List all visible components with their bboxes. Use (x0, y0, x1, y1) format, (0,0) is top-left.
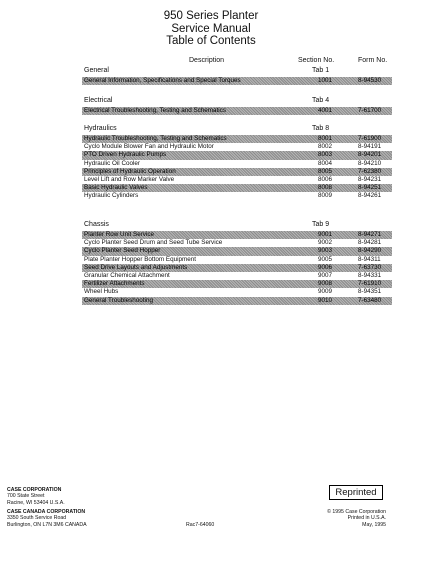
section-tab: Tab 1 (312, 67, 330, 74)
row-form-number: 8-94191 (358, 143, 382, 151)
row-section-number: 1001 (318, 77, 333, 84)
row-form-number: 8-94331 (358, 271, 382, 279)
copyright-block (312, 509, 386, 528)
canada-address-line-1: 3350 South Service Road (7, 515, 67, 522)
toc-row (82, 184, 392, 192)
row-description: Planter Row Unit Service (84, 231, 154, 238)
toc-row (82, 239, 392, 247)
title-line-2: Service Manual (171, 22, 251, 35)
row-form-number: 8-94231 (358, 175, 382, 183)
row-section-number: 9007 (318, 271, 333, 279)
row-description: PTO Driven Hydraulic Pumps (84, 151, 167, 159)
section-tab: Tab 8 (312, 125, 330, 132)
title-line-3: Table of Contents (166, 35, 256, 47)
row-form-number: 8-94261 (358, 192, 382, 200)
row-section-number: 9006 (318, 263, 333, 271)
form-code: Rac7-64060 (186, 522, 215, 528)
title-line-1: 950 Series Planter (163, 10, 259, 22)
row-description: Hydraulic Oil Cooler (84, 159, 140, 167)
case-address-line-1: 700 State Street (7, 493, 45, 500)
toc-section (82, 97, 392, 115)
row-description: Fertilizer Attachments (84, 280, 145, 288)
row-description: Granular Chemical Attachment (84, 271, 170, 279)
row-description: Wheel Hubs (84, 288, 119, 296)
section-tab: Tab 9 (312, 221, 330, 228)
case-address-line-2: Racine, WI 53404 U.S.A. (7, 499, 65, 506)
row-form-number: 8-94251 (358, 184, 382, 192)
row-form-number: 8-94201 (358, 151, 382, 159)
section-name: Chassis (84, 221, 109, 228)
row-form-number: 7-62380 (358, 167, 382, 175)
toc-row (82, 176, 392, 184)
case-corporation-name: CASE CORPORATION (7, 487, 62, 493)
column-header-section: Section No. (298, 57, 335, 64)
section-header (82, 67, 392, 77)
row-form-number: 8-94281 (358, 239, 382, 247)
toc-row (82, 107, 392, 115)
row-section-number: 9008 (318, 280, 333, 288)
case-canada-name: CASE CANADA CORPORATION (7, 509, 86, 515)
toc-section (82, 125, 392, 201)
row-form-number: 7-63480 (358, 296, 382, 304)
toc-row (82, 192, 392, 200)
row-section-number: 8003 (318, 151, 333, 159)
toc-row (82, 160, 392, 168)
toc-row (82, 143, 392, 151)
row-section-number: 8006 (318, 175, 333, 183)
row-description: Hydraulic Troubleshooting, Testing and Schematics (84, 135, 227, 142)
row-section-number: 8001 (318, 135, 333, 142)
toc-row (82, 168, 392, 176)
row-description: Level Lift and Row Marker Valve (84, 175, 175, 183)
case-corporation-address (7, 487, 65, 506)
section-header (82, 221, 392, 231)
row-section-number: 9002 (318, 239, 333, 247)
row-section-number: 8004 (318, 159, 333, 167)
toc-row (82, 264, 392, 272)
document-title (0, 10, 422, 48)
section-header (82, 97, 392, 107)
row-section-number: 8002 (318, 143, 333, 151)
row-form-number: 8-94311 (358, 255, 381, 263)
toc-section (82, 221, 392, 305)
row-description: Hydraulic Cylinders (84, 192, 139, 200)
column-header-description: Description (189, 57, 225, 64)
section-name: Electrical (84, 97, 113, 104)
row-form-number: 8-94210 (358, 159, 382, 167)
section-name: Hydraulics (84, 125, 117, 132)
toc-row (82, 288, 392, 296)
row-description: Cyclo Planter Seed Drum and Seed Tube Service (84, 239, 223, 247)
section-name: General (84, 67, 109, 74)
row-section-number: 4001 (318, 107, 333, 114)
row-description: Principles of Hydraulic Operation (84, 167, 176, 175)
canada-address-line-2: Burlington, ON L7N 3M6 CANADA (7, 521, 87, 528)
row-form-number: 7-63730 (358, 263, 382, 271)
toc-row (82, 297, 392, 305)
row-form-number: 8-94351 (358, 288, 382, 296)
toc-row (82, 280, 392, 288)
row-section-number: 9005 (318, 255, 333, 263)
row-section-number: 8009 (318, 192, 333, 200)
copyright-line: © 1995 Case Corporation (327, 509, 386, 515)
row-section-number: 9003 (318, 247, 333, 255)
row-form-number: 7-61910 (358, 280, 382, 288)
toc-row (82, 247, 392, 255)
row-description: Basic Hydraulic Valves (84, 184, 148, 192)
row-description: Cyclo Planter Seed Hopper (84, 247, 161, 255)
row-section-number: 8005 (318, 167, 333, 175)
row-description: General Troubleshooting (84, 296, 153, 304)
row-description: Electrical Troubleshooting, Testing and Schematics (84, 107, 226, 114)
toc-row (82, 77, 392, 85)
row-section-number: 8008 (318, 184, 333, 192)
row-description: Cyclo Module Blower Fan and Hydraulic Motor (84, 143, 214, 151)
printed-in-line: Printed in U.S.A. (347, 515, 386, 522)
toc-row (82, 231, 392, 239)
row-form-number: 7-61700 (358, 107, 382, 114)
row-description: Seed Drive Layouts and Adjustments (84, 263, 188, 271)
row-description: Plate Planter Hopper Bottom Equipment (84, 255, 197, 263)
row-form-number: 8-94530 (358, 77, 382, 84)
section-tab: Tab 4 (312, 97, 330, 104)
row-section-number: 9009 (318, 288, 333, 296)
section-header (82, 125, 392, 135)
case-canada-address (7, 509, 87, 528)
toc-section (82, 67, 392, 85)
toc-row (82, 135, 392, 143)
reprinted-stamp: Reprinted (329, 485, 383, 500)
row-section-number: 9010 (318, 296, 333, 304)
toc-row (82, 272, 392, 280)
toc-row (82, 256, 392, 264)
row-form-number: 8-94290 (358, 247, 382, 255)
row-form-number: 7-61900 (358, 135, 382, 142)
row-form-number: 8-94271 (358, 231, 382, 238)
row-description: General Information, Specifications and Special Torques (84, 77, 241, 84)
row-section-number: 9001 (318, 231, 333, 238)
print-date: May, 1995 (362, 521, 386, 528)
column-header-form: Form No. (358, 57, 388, 64)
toc-row (82, 151, 392, 159)
